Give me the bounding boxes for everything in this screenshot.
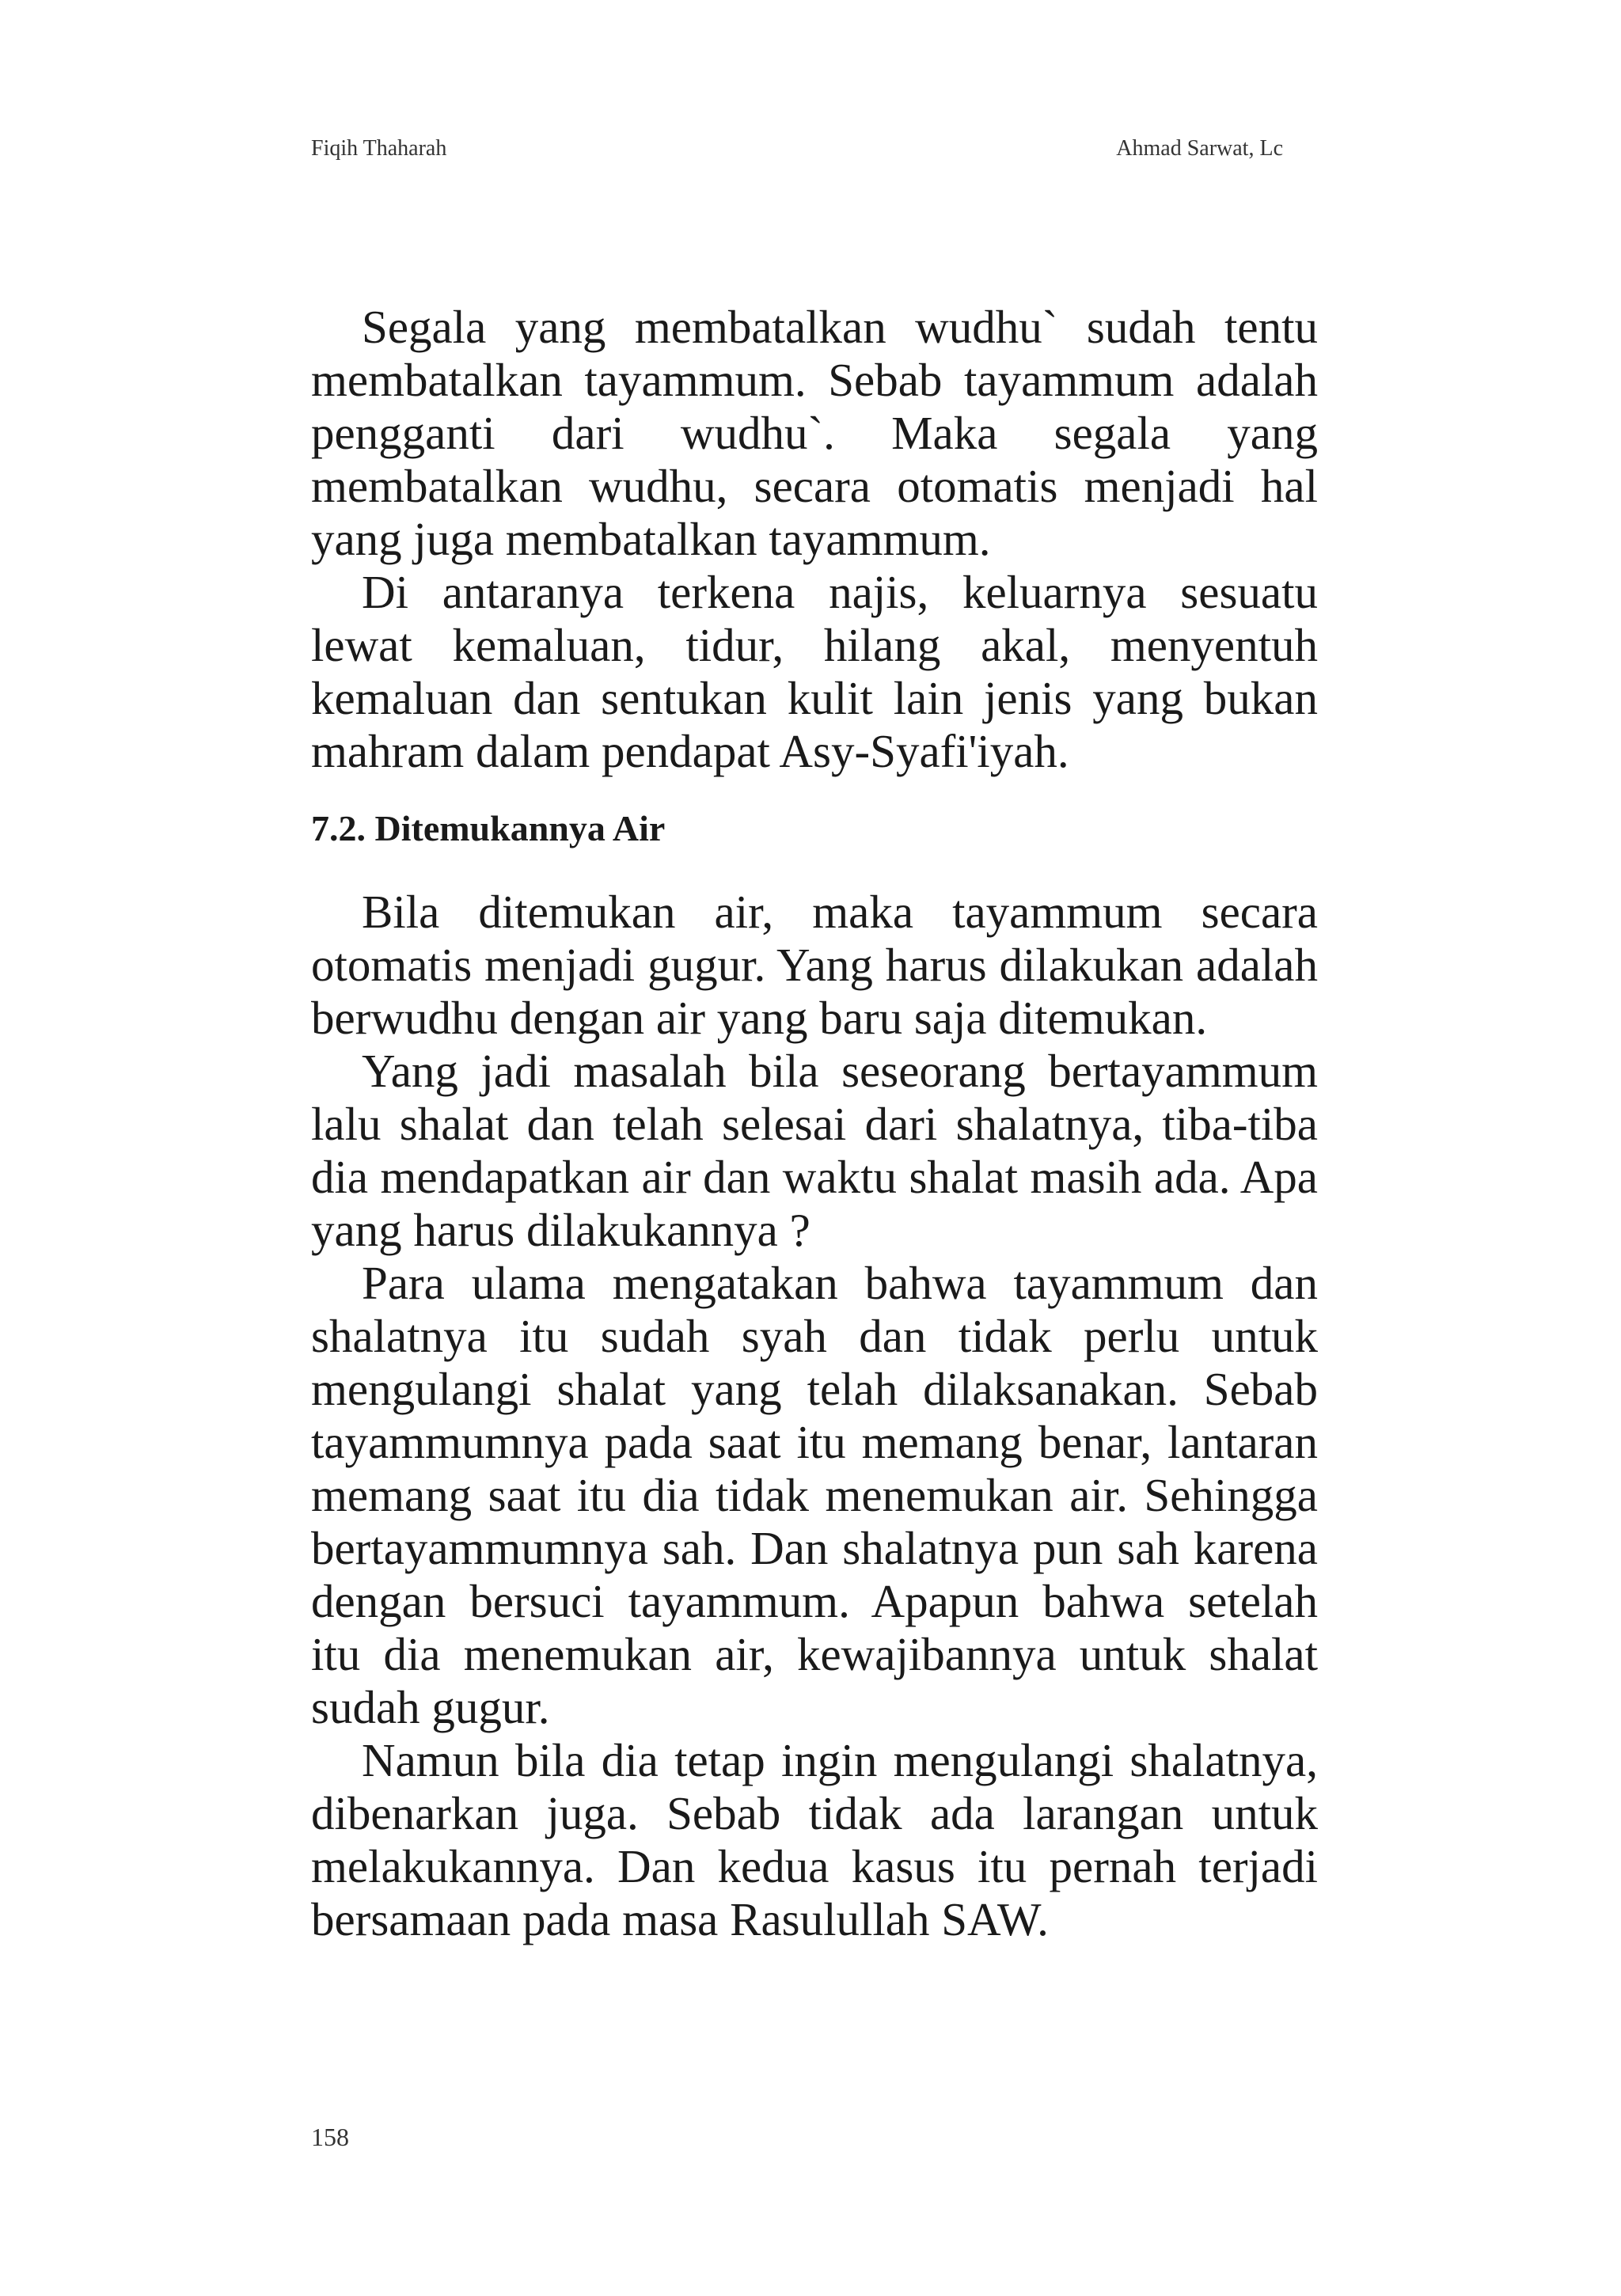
paragraph: Segala yang membatalkan wudhu` sudah tentu membatalkan tayammum. Sebab tayammum adalah pengganti dari wudhu`. Maka segala yang membatalkan wudhu, secara otomatis menjadi hal yang juga membatalkan tayammum. bbox=[311, 301, 1318, 565]
paragraph: Di antaranya terkena najis, keluarnya sesuatu lewat kemaluan, tidur, hilang akal, menyentuh kemaluan dan sentukan kulit lain jenis yang bukan mahram dalam pendapat Asy-Syafi'iyah. bbox=[311, 566, 1318, 777]
paragraph: Bila ditemukan air, maka tayammum secara otomatis menjadi gugur. Yang harus dilakukan adalah berwudhu dengan air yang baru saja ditemukan. bbox=[311, 886, 1318, 1044]
book-title: Fiqih Thaharah bbox=[311, 136, 447, 161]
author-name: Ahmad Sarwat, Lc bbox=[1116, 136, 1283, 161]
running-header bbox=[311, 136, 1283, 161]
section-heading: 7.2. Ditemukannya Air bbox=[311, 808, 666, 848]
paragraph: Para ulama mengatakan bahwa tayammum dan shalatnya itu sudah syah dan tidak perlu untuk mengulangi shalat yang telah dilaksanakan. Sebab tayammumnya pada saat itu memang benar, lantaran memang saat itu dia tidak menemukan air. Sehingga bertayammumnya sah. Dan shalatnya pun sah karena dengan bersuci tayammum. Apapun bahwa setelah itu dia menemukan air, kewajibannya untuk shalat sudah gugur. bbox=[311, 1257, 1318, 1733]
page-body bbox=[311, 301, 1318, 1946]
page-number: 158 bbox=[311, 2123, 349, 2151]
paragraph: Yang jadi masalah bila seseorang bertayammum lalu shalat dan telah selesai dari shalatnya, tiba-tiba dia mendapatkan air dan waktu shalat masih ada. Apa yang harus dilakukannya ? bbox=[311, 1045, 1318, 1256]
paragraph: Namun bila dia tetap ingin mengulangi shalatnya, dibenarkan juga. Sebab tidak ada larangan untuk melakukannya. Dan kedua kasus itu pernah terjadi bersamaan pada masa Rasulullah SAW. bbox=[311, 1734, 1318, 1945]
